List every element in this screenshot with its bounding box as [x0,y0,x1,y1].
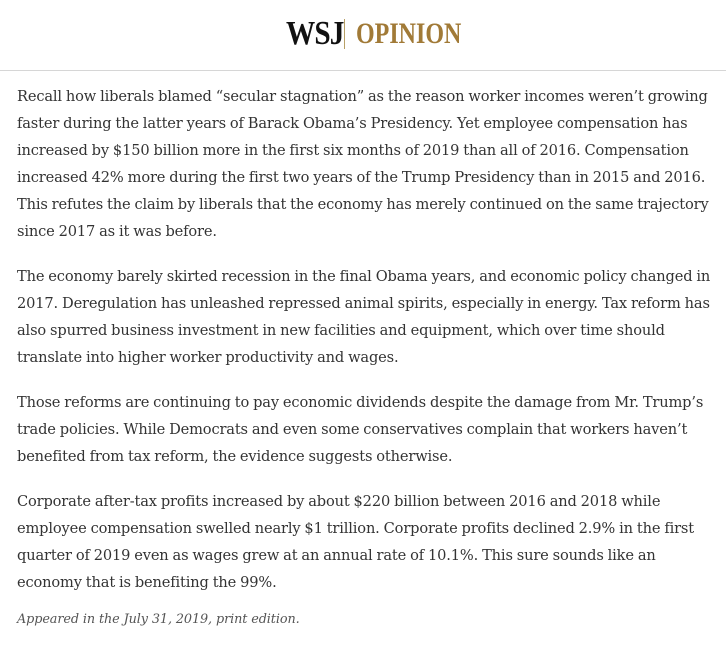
print-edition-note: Appeared in the July 31, 2019, print edition. [17,612,300,627]
wsj-opinion-logo[interactable] [286,14,488,54]
article-paragraph: The economy barely skirted recession in the final Obama years, and economic policy changed in 2017. Deregulation has unleashed repressed animal spirits, especially in energy. Tax reform has also spurred business investment in new facilities and equipment, which over time should translate into higher worker productivity and wages. [17,268,711,366]
logo-divider [344,19,345,49]
masthead [0,0,726,71]
opinion-section-label: OPINION [356,17,462,50]
article-paragraph: Those reforms are continuing to pay economic dividends despite the damage from Mr. Trump’s trade policies. While Democrats and even some conservatives complain that workers haven’t benefited from tax reform, the evidence suggests otherwise. [17,394,704,465]
article-body [17,83,717,630]
article-paragraph: Recall how liberals blamed “secular stagnation” as the reason worker incomes weren’t growing faster during the latter years of Barack Obama’s Presidency. Yet employee compensation has increased by $150 billion more in the first six months of 2019 than all of 2016. Compensation increased 42% more during the first two years of the Trump Presidency than in 2015 and 2016. This refutes the claim by liberals that the economy has merely continued on the same trajectory since 2017 as it was before. [17,88,709,240]
wsj-logo-text: WSJ [286,15,344,52]
article-paragraph: Corporate after-tax profits increased by about $220 billion between 2016 and 2018 while employee compensation swelled nearly $1 trillion. Corporate profits declined 2.9% in the first quarter of 2019 even as wages grew at an annual rate of 10.1%. This sure sounds like an economy that is benefiting the 99%. [17,493,694,591]
